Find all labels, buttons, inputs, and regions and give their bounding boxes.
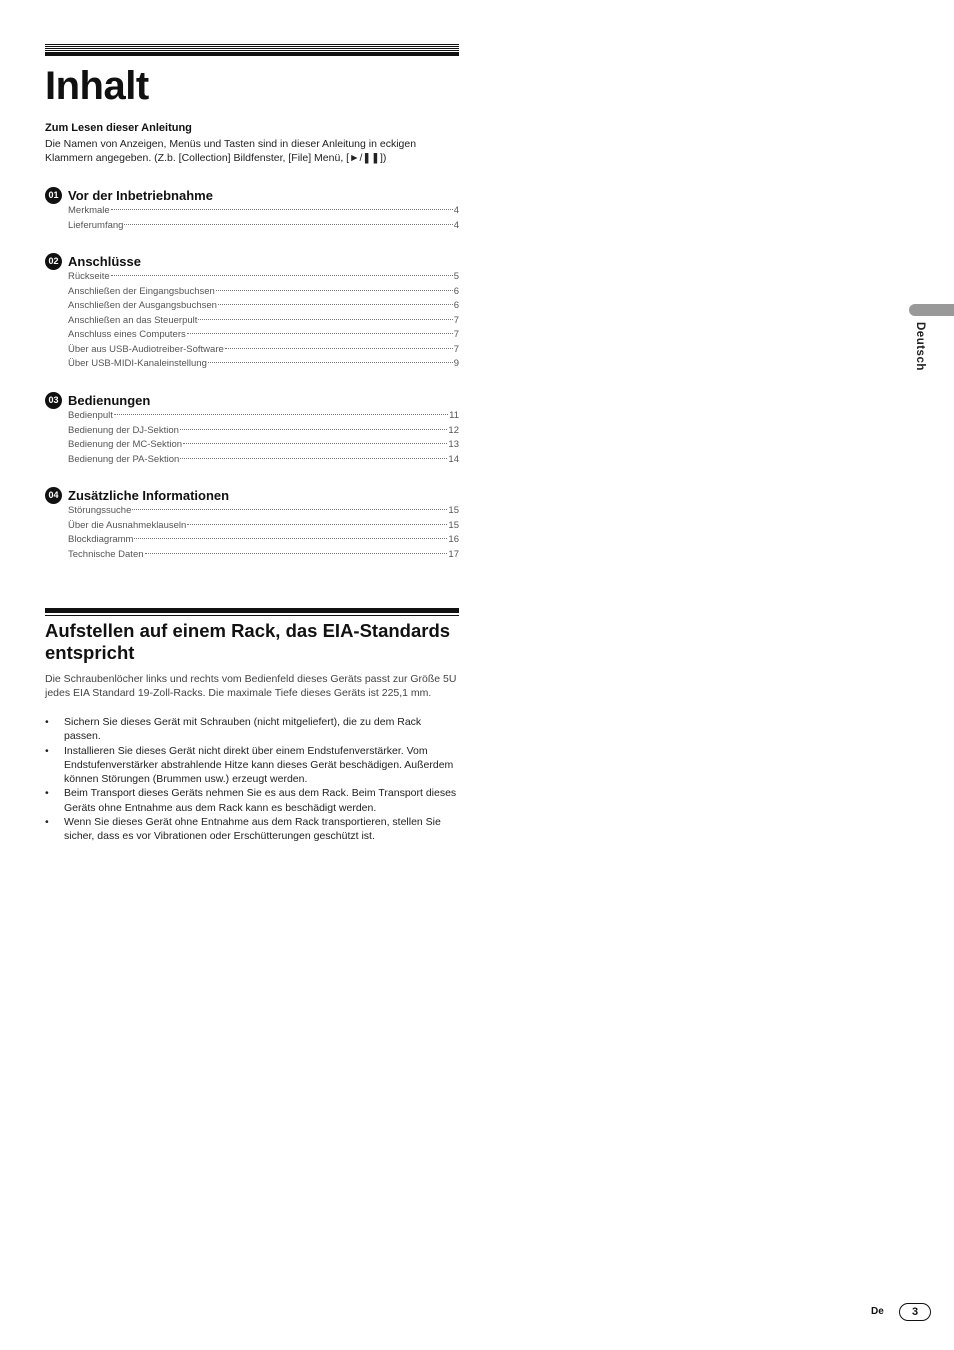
leader-dots — [114, 414, 448, 415]
toc-entry[interactable] — [68, 424, 459, 439]
toc-entry-label: Technische Daten — [68, 548, 144, 560]
leader-dots — [111, 275, 453, 276]
toc-section-01 — [45, 186, 459, 233]
leader-dots — [225, 348, 453, 349]
footer-lang-code: De — [871, 1306, 884, 1317]
leader-dots — [187, 333, 453, 334]
section-title[interactable]: Anschlüsse — [68, 253, 141, 269]
leader-dots — [124, 224, 452, 225]
toc-entry-label: Anschließen an das Steuerpult — [68, 314, 198, 326]
toc-entry-label: Über die Ausnahmeklauseln — [68, 519, 187, 531]
rack-bullet-list — [45, 715, 459, 844]
section-title[interactable]: Bedienungen — [68, 392, 151, 408]
toc-entry[interactable] — [68, 328, 459, 343]
toc-entry-label: Bedienung der DJ-Sektion — [68, 424, 179, 436]
toc-entry-label: Anschluss eines Computers — [68, 329, 186, 340]
toc-entry-page: 15 — [448, 519, 459, 531]
note-text: Die Namen von Anzeigen, Menüs und Tasten sind in dieser Anleitung in eckigen Klammern angegeben. (Z.b. [Collection] Bildfenster, [File] Menü, [►/❚❚]) — [45, 138, 417, 164]
rack-paragraph: Die Schraubenlöcher links und rechts vom Bedienfeld dieses Geräts passt zur Größe 5U jedes EIA Standard 19-Zoll-Racks. Die maximale Tiefe dieses Geräts ist 225,1 mm. — [45, 673, 457, 699]
section-number-badge: 04 — [45, 487, 62, 504]
toc-entry-page: 15 — [448, 505, 459, 516]
bullet-item: • Beim Transport dieses Geräts nehmen Sie es aus dem Rack. Beim Transport dieses Geräts ohne Entnahme aus dem Rack kann es beschädigt werden. — [45, 786, 459, 815]
toc-entry[interactable] — [68, 533, 459, 548]
toc-entry-label: Merkmale — [68, 205, 110, 216]
leader-dots — [187, 524, 447, 525]
leader-dots — [132, 509, 447, 510]
toc-entry-label: Bedienpult — [68, 410, 113, 421]
toc-entry-page: 14 — [448, 453, 459, 465]
leader-dots — [111, 209, 453, 210]
leader-dots — [180, 429, 448, 430]
page-title: Inhalt — [45, 64, 149, 108]
toc-entry-page: 7 — [453, 314, 459, 326]
top-rule — [45, 44, 459, 56]
note-title: Zum Lesen dieser Anleitung — [45, 122, 192, 134]
toc-entry[interactable] — [68, 204, 459, 219]
toc-entry[interactable] — [68, 438, 459, 453]
section-title[interactable]: Zusätzliche Informationen — [68, 487, 230, 503]
toc-entry[interactable] — [68, 504, 459, 519]
toc-entry-page: 6 — [453, 285, 459, 297]
leader-dots — [216, 290, 453, 291]
footer-page-number: 3 — [899, 1303, 931, 1321]
section-rule — [45, 608, 459, 613]
toc-entry-label: Anschließen der Eingangsbuchsen — [68, 285, 215, 297]
toc-entry-page: 17 — [448, 548, 459, 560]
toc-entry-label: Bedienung der PA-Sektion — [68, 453, 180, 465]
toc-section-04 — [45, 486, 459, 562]
leader-dots — [208, 362, 453, 363]
toc-entry[interactable] — [68, 299, 459, 314]
toc-entry[interactable] — [68, 219, 459, 234]
toc-entry[interactable] — [68, 519, 459, 534]
section-number-badge: 03 — [45, 392, 62, 409]
toc-entry[interactable] — [68, 453, 459, 468]
toc-entry-page: 13 — [448, 439, 459, 450]
toc-entry-label: Lieferumfang — [68, 219, 124, 231]
toc-entry[interactable] — [68, 548, 459, 563]
toc-entry[interactable] — [68, 409, 459, 424]
toc-entry-page: 12 — [448, 424, 459, 436]
toc-entry-label: Rückseite — [68, 271, 110, 282]
bullet-item: • Sichern Sie dieses Gerät mit Schrauben (nicht mitgeliefert), die zu dem Rack passen. — [45, 715, 459, 744]
leader-dots — [180, 458, 447, 459]
section-number-badge: 02 — [45, 253, 62, 270]
toc-entry-label: Bedienung der MC-Sektion — [68, 439, 183, 450]
leader-dots — [198, 319, 452, 320]
toc-entry-page: 7 — [453, 343, 459, 355]
leader-dots — [218, 304, 453, 305]
leader-dots — [145, 553, 448, 554]
leader-dots — [183, 443, 447, 444]
toc-entry-page: 5 — [453, 271, 459, 282]
language-side-tab — [909, 304, 954, 316]
toc-section-02 — [45, 252, 459, 372]
toc-entry[interactable] — [68, 314, 459, 329]
toc-entry-page: 4 — [453, 219, 459, 231]
bullet-item: • Installieren Sie dieses Gerät nicht direkt über einem Endstufenverstärker. Vom Endstufenverstärker abstrahlende Hitze kann dieses Gerät beschädigen. Außerdem können Störungen (Brummen usw.) erzeugt werden. — [45, 744, 459, 787]
language-label — [908, 320, 928, 390]
toc-entry-label: Über aus USB-Audiotreiber-Software — [68, 343, 224, 355]
leader-dots — [134, 538, 447, 539]
toc-entry[interactable] — [68, 357, 459, 372]
toc-entry-page: 6 — [453, 300, 459, 311]
bullet-item: • Wenn Sie dieses Gerät ohne Entnahme aus dem Rack transportieren, stellen Sie sicher, dass es vor Vibrationen oder Erschütterungen geschützt ist. — [45, 815, 459, 844]
toc-entry-page: 16 — [448, 534, 459, 545]
toc-entry-label: Blockdiagramm — [68, 534, 134, 545]
toc-entry-label: Störungssuche — [68, 505, 132, 516]
toc-entry-label: Über USB-MIDI-Kanaleinstellung — [68, 358, 207, 369]
toc-entry[interactable] — [68, 270, 459, 285]
toc-section-03 — [45, 391, 459, 467]
section-number-badge: 01 — [45, 187, 62, 204]
toc-entry[interactable] — [68, 343, 459, 358]
toc-entry-label: Anschließen der Ausgangsbuchsen — [68, 300, 217, 311]
toc-entry-page: 4 — [453, 205, 459, 216]
toc-entry[interactable] — [68, 285, 459, 300]
language-label-text: Deutsch — [914, 322, 926, 371]
section-title[interactable]: Vor der Inbetriebnahme — [68, 187, 213, 203]
toc-entry-page: 9 — [453, 358, 459, 369]
toc-entry-page: 7 — [453, 329, 459, 340]
toc-entry-page: 11 — [449, 410, 459, 421]
rack-section-title: Aufstellen auf einem Rack, das EIA-Standards entspricht — [45, 620, 451, 663]
